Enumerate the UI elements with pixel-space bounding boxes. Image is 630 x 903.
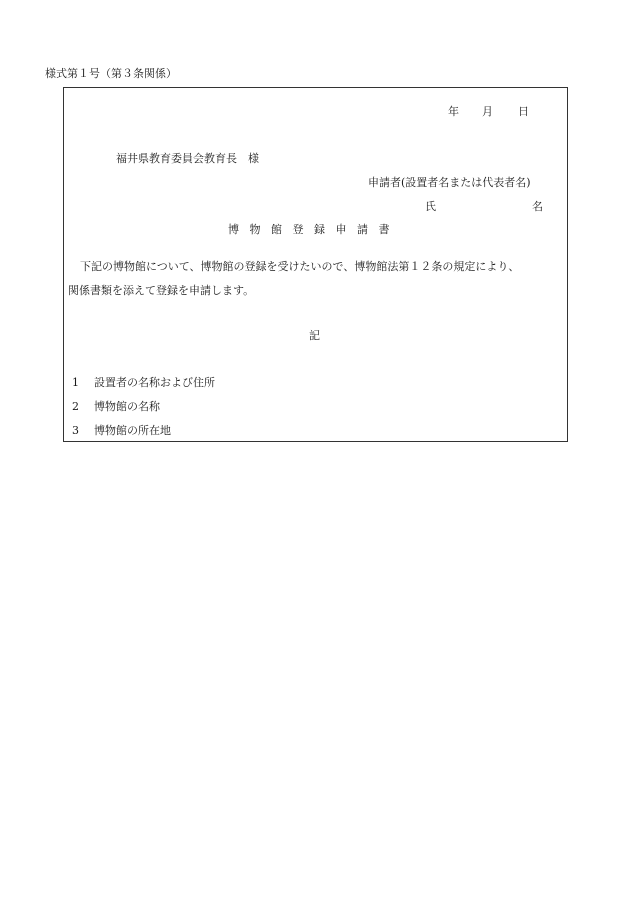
list-item bbox=[72, 401, 160, 412]
item-number: 3 bbox=[72, 424, 79, 437]
document-title: 博物館登録申請書 bbox=[228, 223, 400, 236]
name-label-second: 名 bbox=[532, 200, 543, 213]
year-label: 年 bbox=[448, 105, 459, 118]
list-item bbox=[72, 425, 171, 436]
item-number: 1 bbox=[72, 376, 79, 389]
applicant-label: 申請者(設置者名または代表者名) bbox=[368, 176, 531, 189]
body-text-line-2: 関係書類を添えて登録を申請します。 bbox=[68, 284, 255, 297]
name-label-first: 氏 bbox=[425, 200, 436, 213]
date-line bbox=[448, 106, 529, 117]
ki-heading: 記 bbox=[309, 329, 320, 342]
item-label: 博物館の名称 bbox=[94, 400, 160, 413]
item-label: 設置者の名称および住所 bbox=[94, 376, 215, 389]
month-label: 月 bbox=[482, 105, 493, 118]
item-number: 2 bbox=[72, 400, 79, 413]
list-item bbox=[72, 377, 215, 388]
form-label: 様式第１号（第３条関係） bbox=[45, 67, 177, 80]
addressee: 福井県教育委員会教育長 様 bbox=[116, 152, 259, 165]
day-label: 日 bbox=[518, 105, 529, 118]
item-label: 博物館の所在地 bbox=[94, 424, 171, 437]
body-text-line-1: 下記の博物館について、博物館の登録を受けたいので、博物館法第１２条の規定により、 bbox=[80, 260, 520, 273]
